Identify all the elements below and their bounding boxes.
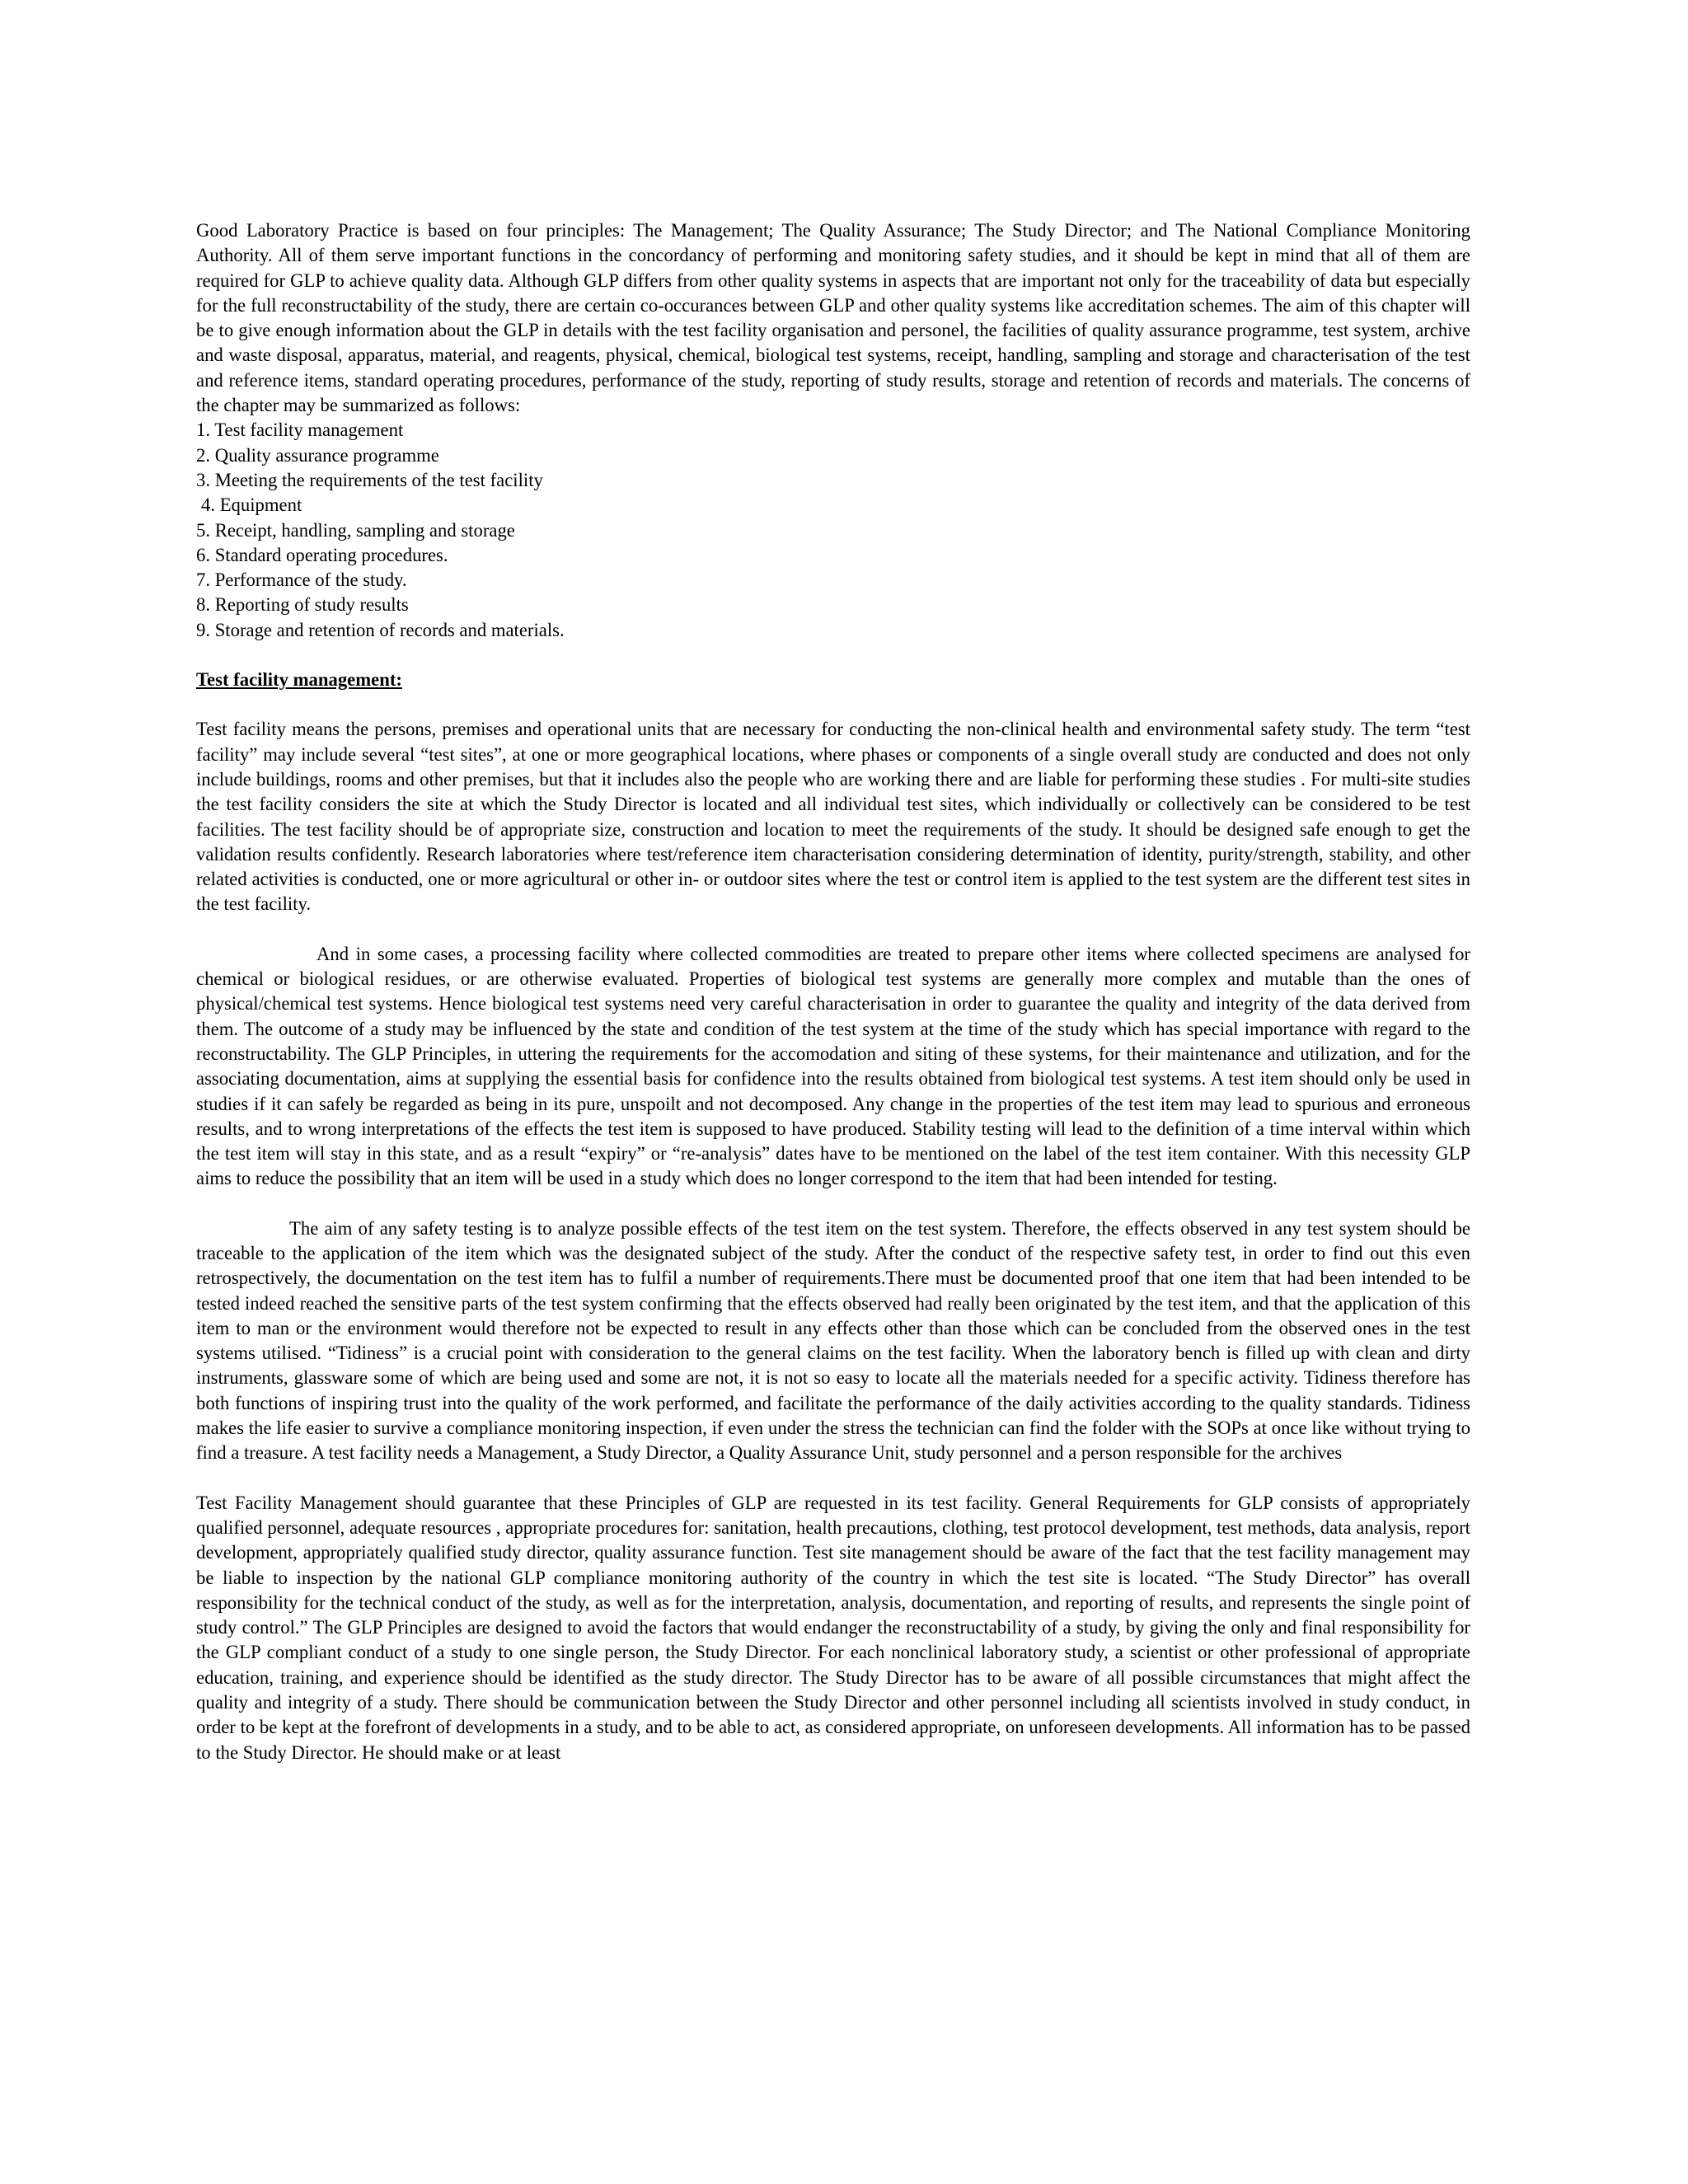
- list-item: 3. Meeting the requirements of the test facility: [196, 469, 543, 490]
- spacer: [196, 1466, 1470, 1491]
- list-item: 5. Receipt, handling, sampling and storage: [196, 519, 515, 541]
- paragraph-processing-facility: And in some cases, a processing facility where collected commodities are treated to prepare other items where collected specimens are analysed for chemical or biological residues, or are otherwise evaluated. Properties of biological test systems are generally more complex and mutable than the ones of physical/chemical test systems. Hence biological test systems need very careful characterisation in order to guarantee the quality and integrity of the data derived from them. The outcome of a study may be influenced by the state and condition of the test system at the time of the study which has special importance with regard to the reconstructability. The GLP Principles, in uttering the requirements for the accomodation and siting of these systems, for their maintenance and utilization, and for the associating documentation, aims at supplying the essential basis for confidence into the results obtained from biological test systems. A test item should only be used in studies if it can safely be regarded as being in its pure, unspoilt and not decomposed. Any change in the properties of the test item may lead to spurious and erroneous results, and to wrong interpretations of the effects the test item is supposed to have produced. Stability testing will lead to the definition of a time interval within which the test item will stay in this state, and as a result “expiry” or “re-analysis” dates have to be mentioned on the label of the test item container. With this necessity GLP aims to reduce the possibility that an item will be used in a study which does no longer correspond to the item that had been intended for testing.: [196, 943, 1470, 1189]
- list-item: 1. Test facility management: [196, 419, 404, 441]
- spacer: [196, 1192, 1470, 1216]
- list-item: 4. Equipment: [201, 494, 302, 516]
- list-item: 2. Quality assurance programme: [196, 444, 439, 466]
- paragraph-test-facility-definition: Test facility means the persons, premises and operational units that are necessary for conducting the non-clinical health and environmental safety study. The term “test facility” may include several “test sites”, at one or more geographical locations, where phases or components of a single overall study are conducted and does not only include buildings, rooms and other premises, but that it includes also the people who are working there and are liable for performing these studies . For multi-site studies the test facility considers the site at which the Study Director is located and all individual test sites, which individually or collectively can be considered to be test facilities. The test facility should be of appropriate size, construction and location to meet the requirements of the study. It should be designed safe enough to get the validation results confidently. Research laboratories where test/reference item characterisation considering determination of identity, purity/strength, stability, and other related activities is conducted, one or more agricultural or other in- or outdoor sites where the test or control item is applied to the test system are the different test sites in the test facility.: [196, 719, 1470, 915]
- concerns-list: [196, 418, 1470, 643]
- section-heading: Test facility management:: [196, 669, 402, 691]
- spacer: [196, 917, 1470, 942]
- paragraph-facility-management: Test Facility Management should guarantee that these Principles of GLP are requested in its test facility. General Requirements for GLP consists of appropriately qualified personnel, adequate resources , appropriate procedures for: sanitation, health precautions, clothing, test protocol development, test methods, data analysis, report development, appropriately qualified study director, quality assurance function. Test site management should be aware of the fact that the test facility management may be liable to inspection by the national GLP compliance monitoring authority of the country in which the test site is located. “The Study Director” has overall responsibility for the technical conduct of the study, as well as for the interpretation, analysis, documentation, and reporting of results, and represents the single point of study control.” The GLP Principles are designed to avoid the factors that would endanger the reconstructability of a study, by giving the only and final responsibility for the GLP compliant conduct of a study to one single person, the Study Director. For each nonclinical laboratory study, a scientist or other professional of appropriate education, training, and experience should be identified as the study director. The Study Director has to be aware of all possible circumstances that might affect the quality and integrity of a study. There should be communication between the Study Director and other personnel including all scientists involved in study conduct, in order to be kept at the forefront of developments in a study, and to be able to act, as considered appropriate, on unforeseen developments. All information has to be passed to the Study Director. He should make or at least: [196, 1492, 1470, 1763]
- list-item: 6. Standard operating procedures.: [196, 544, 448, 565]
- spacer: [196, 692, 1470, 717]
- document-page: [196, 218, 1470, 1765]
- list-item: 8. Reporting of study results: [196, 594, 409, 616]
- list-item: 7. Performance of the study.: [196, 569, 407, 591]
- list-item: 9. Storage and retention of records and materials.: [196, 619, 565, 640]
- intro-paragraph: Good Laboratory Practice is based on four principles: The Management; The Quality Assurance; The Study Director; and The National Compliance Monitoring Authority. All of them serve important functions in the concordancy of performing and monitoring safety studies, and it should be kept in mind that all of them are required for GLP to achieve quality data. Although GLP differs from other quality systems in aspects that are important not only for the traceability of data but especially for the full reconstructability of the study, there are certain co-occurances between GLP and other quality systems like accreditation schemes. The aim of this chapter will be to give enough information about the GLP in details with the test facility organisation and personel, the facilities of quality assurance programme, test system, archive and waste disposal, apparatus, material, and reagents, physical, chemical, biological test systems, receipt, handling, sampling and storage and characterisation of the test and reference items, standard operating procedures, performance of the study, reporting of study results, storage and retention of records and materials. The concerns of the chapter may be summarized as follows:: [196, 220, 1470, 416]
- paragraph-safety-testing: The aim of any safety testing is to analyze possible effects of the test item on the test system. Therefore, the effects observed in any test system should be traceable to the application of the item which was the designated subject of the study. After the conduct of the respective safety test, in order to find out this even retrospectively, the documentation on the test item has to fulfil a number of requirements.There must be documented proof that one item that had been intended to be tested indeed reached the sensitive parts of the test system confirming that the effects observed had really been originated by the test item, and that the application of this item to man or the environment would therefore not be expected to result in any effects other than those which can be concluded from the observed ones in the test systems utilised. “Tidiness” is a crucial point with consideration to the general claims on the test facility. When the laboratory bench is filled up with clean and dirty instruments, glassware some of which are being used and some are not, it is not so easy to locate all the materials needed for a specific activity. Tidiness therefore has both functions of inspiring trust into the quality of the work performed, and facilitate the performance of the daily activities according to the quality standards. Tidiness makes the life easier to survive a compliance monitoring inspection, if even under the stress the technician can find the folder with the SOPs at once like without trying to find a treasure. A test facility needs a Management, a Study Director, a Quality Assurance Unit, study personnel and a person responsible for the archives: [196, 1217, 1470, 1464]
